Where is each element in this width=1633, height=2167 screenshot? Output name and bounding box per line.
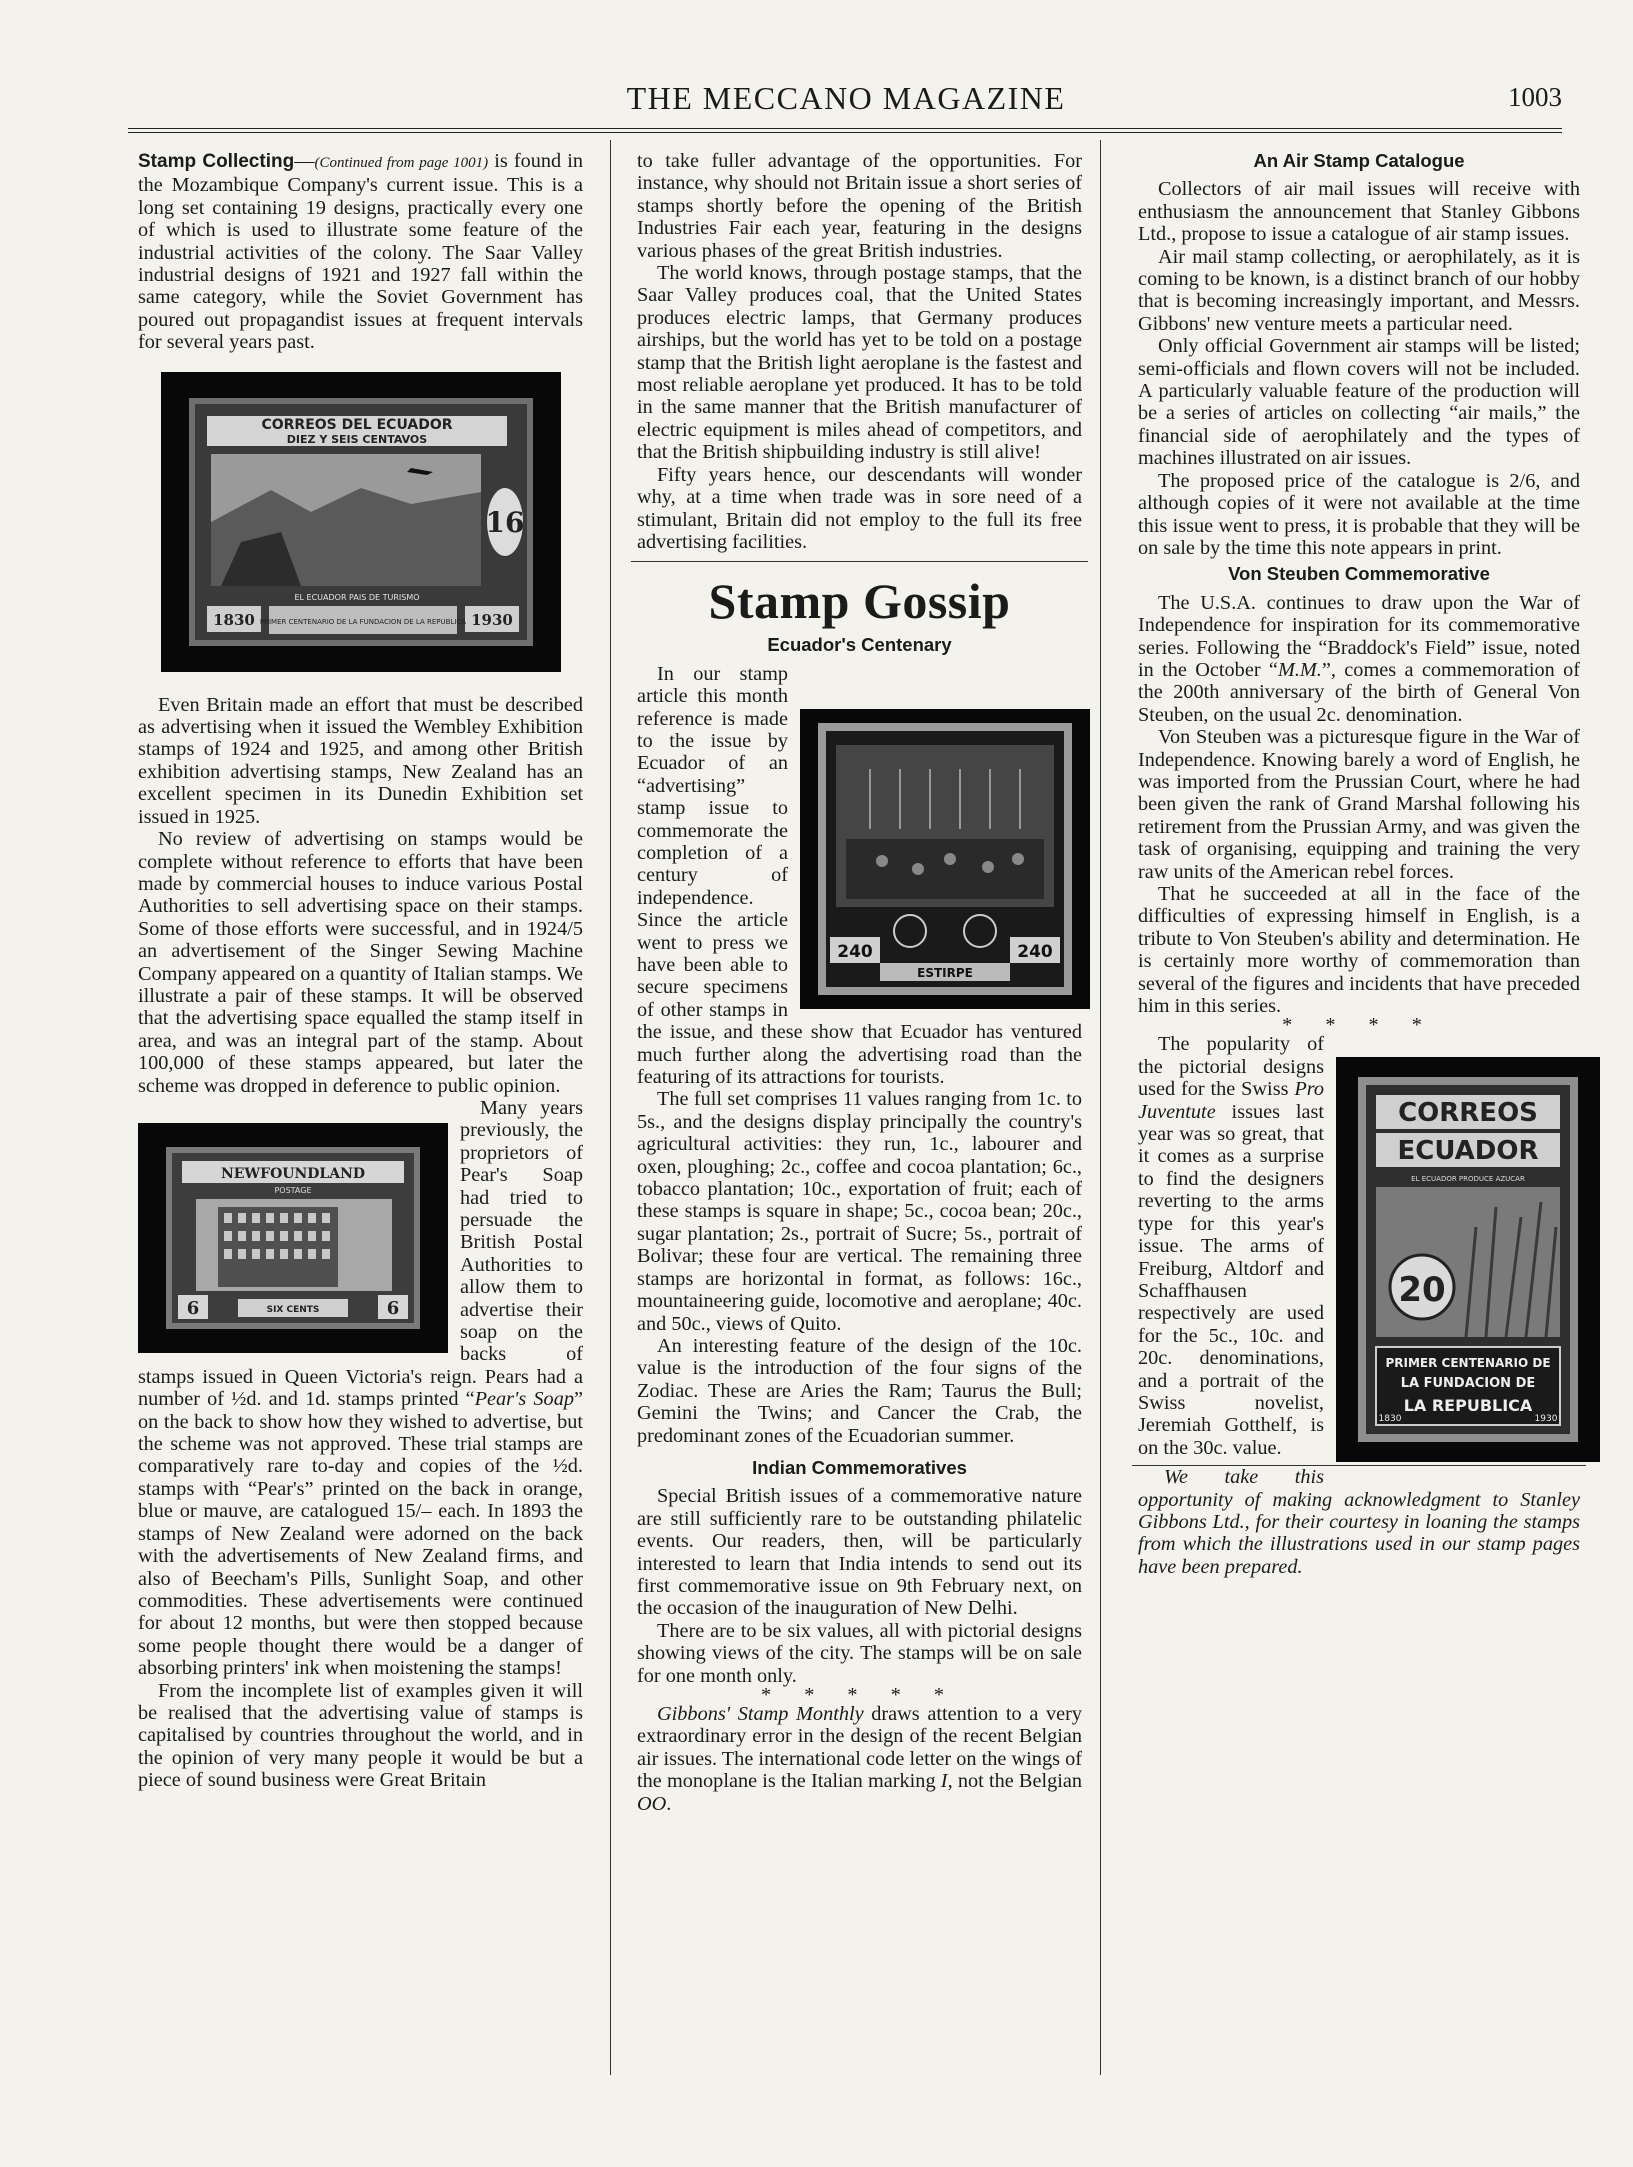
paragraph: In our stamp article this month reference is made to the issue by Ecuador of an “advertising” stamp issue to commemorate the completion of a century of independence. Since the article went to press we have been able to secure specimens of other stamps in the issue, and these show that Ecuador has ventured much further along the advertising road than the featuring of its attractions for tourists.: [637, 662, 1082, 1089]
running-head-separator: —: [294, 150, 315, 172]
stamp-value-text: SIX CENTS: [266, 1304, 320, 1315]
stamp-numeral: 6: [386, 1297, 400, 1319]
stamp-band-text: LA FUNDACION DE: [1400, 1376, 1536, 1392]
stamp-illustration-newfoundland: [138, 1123, 448, 1353]
column-divider: [610, 140, 611, 2075]
subheading: Indian Commemoratives: [752, 1456, 967, 1478]
stamp-numeral: 16: [485, 505, 524, 539]
paragraph: Fifty years hence, our descendants will wonder why, at a time when trade was in sore need of a stimulant, Britain did not employ to the full its free advertising facilities.: [637, 463, 1082, 553]
stamp-year-right: 1930: [470, 610, 513, 629]
subheading: Von Steuben Commemorative: [1228, 563, 1490, 585]
running-head-continued: (Continued from page 1001): [314, 155, 489, 171]
stamp-numeral: 20: [1398, 1270, 1446, 1311]
stamp-band-text: PRIMER CENTENARIO DE: [1385, 1356, 1551, 1371]
masthead: [130, 80, 1562, 124]
series-name: Pro Juventute: [1138, 1078, 1324, 1123]
acknowledgment: [1138, 1466, 1580, 1578]
stamp-illustration-ecuador-240: [800, 709, 1090, 1009]
stamp-year-left: 1830: [212, 610, 255, 629]
column-left: [138, 150, 583, 1792]
stamp-postage-text: POSTAGE: [274, 1185, 312, 1195]
paragraph: That he succeeded at all in the face of the difficulties of expressing himself in English, is a tribute to Von Steuben's ability and determination. He is certainly more worthy of commemoration than several of the figures and incidents that have preceded him in this series.: [1138, 883, 1580, 1018]
column-middle: [637, 150, 1082, 1815]
magazine-title: THE MECCANO MAGAZINE: [626, 80, 1066, 116]
stamp-ecuador-16c-image: [161, 372, 561, 672]
paragraph: There are to be six values, all with pictorial designs showing views of the city. The stamps will be on sale for one month only.: [637, 1619, 1082, 1687]
paragraph-italic: Pear's Soap: [474, 1388, 574, 1411]
stamp-illustration-ecuador-20c: [1336, 1057, 1600, 1462]
column-divider: [1100, 140, 1101, 2075]
stamp-band-text: LA REPUBLICA: [1403, 1396, 1533, 1416]
paragraph: Collectors of air mail issues will receive with enthusiasm the announcement that Stanley Gibbons Ltd., propose to issue a catalogue of air stamp issues.: [1138, 178, 1580, 246]
publication-title: Gibbons' Stamp Monthly: [657, 1703, 864, 1725]
stamp-band-text: PRIMER CENTENARIO DE LA FUNDACION DE LA REPUBLICA: [259, 617, 466, 626]
stamp-numeral: 240: [837, 941, 873, 962]
section-break-stars: * * * *: [1282, 1014, 1436, 1037]
paragraph: , not the Belgian: [947, 1770, 1083, 1793]
acknowledgment-text: We take this opportunity of making acknowledgment to Stanley Gibbons Ltd., for their courtesy in loaning the stamps from which the illustrations used in our stamp pages have been prepared.: [1138, 1466, 1580, 1578]
stamp-name-text: ESTIRPE: [917, 965, 973, 980]
column-right: [1138, 150, 1580, 1578]
header-rule: [128, 128, 1562, 129]
stamp-country-text: CORREOS: [1398, 1098, 1538, 1129]
section-rule: [631, 561, 1088, 562]
paragraph: Von Steuben was a picturesque figure in the War of Independence. Knowing barely a word of English, he was imported from the Prussian Court, where he had been given the rank of Grand Marshal following his retirement from the Prussian Army, and was given the task of organising, equipping and training the very raw units of the American rebel forces.: [1138, 726, 1580, 883]
subheading: An Air Stamp Catalogue: [1253, 150, 1465, 171]
paragraph: .: [666, 1792, 672, 1815]
publication-abbrev: M.M.: [1277, 658, 1322, 681]
paragraph: The popularity of the pictorial designs used for the Swiss: [1138, 1033, 1324, 1101]
stamp-legend: EL ECUADOR PAIS DE TURISMO: [293, 592, 420, 602]
subheading: Ecuador's Centenary: [767, 634, 952, 656]
running-head: Stamp Collecting: [138, 151, 295, 172]
paragraph: is found in the Mozambique Company's current issue. This is a long set containing 19 designs, practically every one of which is used to illustrate some feature of the industrial activities of the colony. The Saar Valley industrial designs of 1921 and 1927 fall within the same category, while the Soviet Government has poured out propagandist issues at frequent intervals for several years past.: [138, 150, 583, 354]
paragraph: The full set comprises 11 values ranging from 1c. to 5s., and the designs display principally the country's agricultural activities: they run, 1c., labourer and oxen, ploughing; 2c., coffee and cocoa plantation; 6c., tobacco plantation; 10c., exportation of fruit; each of these stamps is square in shape; 5c., cocoa bean; 20c., sugar plantation; 2s., portrait of Sucre; 5s., portrait of Bolivar; these four are vertical. The remaining three stamps are horizontal in format, as follows: 16c., mountaineering guide, locomotive and aeroplane; 40c. and 50c., views of Quito.: [637, 1088, 1082, 1335]
section-title: Stamp Gossip: [708, 573, 1011, 630]
paragraph: issues last year was so great, that it comes as a surprise to find the designers reverting to the arms type for this year's issue. The arms of Freiburg, Altdorf and Schaffhausen respectively are used for the 5c., 10c. and 20c. denominations, and a portrait of the Swiss novelist, Jeremiah Gotthelf, is on the 30c. value.: [1138, 1100, 1324, 1459]
stamp-year-left: 1830: [1378, 1414, 1402, 1425]
stamp-illustration-ecuador-16c: [161, 372, 561, 672]
stamp-country-text: ECUADOR: [1397, 1136, 1539, 1167]
stamp-country-text: NEWFOUNDLAND: [220, 1165, 366, 1182]
code-letter: OO: [637, 1792, 667, 1815]
paragraph: draws attention to a very extraordinary error in the design of the recent Belgian air issues. The international code letter on the wings of the monoplane is the Italian marking: [637, 1703, 1082, 1793]
stamp-value-text: DIEZ Y SEIS CENTAVOS: [286, 432, 427, 446]
stamp-year-right: 1930: [1534, 1414, 1558, 1425]
stamp-numeral: 240: [1017, 941, 1053, 962]
section-break-stars: * * * * *: [761, 1684, 958, 1706]
stamp-numeral: 6: [186, 1297, 200, 1319]
stamp-ecuador-20c-image: [1336, 1057, 1600, 1462]
paragraph: to take fuller advantage of the opportunities. For instance, why should not Britain issue a short series of stamps shortly before the opening of the British Industries Fair each year, featuring in the designs various phases of the great British industries.: [637, 150, 1082, 262]
paragraph: An interesting feature of the design of the 10c. value is the introduction of the four signs of the Zodiac. These are Aries the Ram; Taurus the Bull; Gemini the Twins; and Cancer the Crab, the predominant zones of the Ecuadorian summer.: [637, 1334, 1082, 1447]
paragraph: Even Britain made an effort that must be described as advertising when it issued the Wembley Exhibition stamps of 1924 and 1925, and among other British exhibition advertising stamps, New Zealand has an excellent specimen in its Dunedin Exhibition set issued in 1925.: [138, 693, 583, 828]
paragraph: Special British issues of a commemorative nature are still sufficiently rare to be outstanding philatelic events. Our readers, then, will be particularly interested to learn that India intends to send out its first commemorative issue on 9th February next, on the occasion of the inauguration of New Delhi.: [637, 1485, 1082, 1620]
paragraph: The proposed price of the catalogue is 2/6, and although copies of it were not available at the time this issue went to press, it is probable that they will be on sale by the time this note appears in print.: [1138, 469, 1580, 559]
stamp-ecuador-240-image: [800, 709, 1090, 1009]
stamp-legend: EL ECUADOR PRODUCE AZUCAR: [1411, 1175, 1525, 1184]
paragraph: Many years previously, the proprietors of Pear's Soap had tried to persuade the British Postal Authorities to allow them to advertise their soap on the backs of stamps issued in Queen Victoria's reign. Pears had a number of ½d. and 1d. stamps printed “: [138, 1096, 583, 1411]
paragraph: Air mail stamp collecting, or aerophilately, as it is coming to be known, is a distinct branch of our hobby that is becoming increasingly important, and Messrs. Gibbons' new venture meets a particular need.: [1138, 245, 1580, 335]
paragraph: ”, comes a commemoration of the 200th anniversary of the birth of General Von Steuben, on the usual 2c. denomination.: [1138, 658, 1580, 726]
stamp-newfoundland-image: [138, 1123, 448, 1353]
stamp-country-text: CORREOS DEL ECUADOR: [260, 416, 453, 433]
paragraph: The world knows, through postage stamps, that the Saar Valley produces coal, that the United States produces electric lamps, that Germany produces airships, but the world has yet to be told on a postage stamp that the British light aeroplane is the fastest and most reliable aeroplane yet produced. It has to be told in the same manner that the British manufacturer of electric equipment is miles ahead of competitors, and that the British shipbuilding industry is still alive!: [637, 262, 1082, 464]
code-letter: I: [940, 1770, 948, 1793]
paragraph: Only official Government air stamps will be listed; semi-officials and flown covers will not be included. A particularly valuable feature of the production will be a series of articles on collecting “air mails,” the financial side of aerophilately and the types of machines illustrated on air issues.: [1138, 335, 1580, 470]
header-rule-double: [128, 132, 1562, 133]
paragraph: From the incomplete list of examples given it will be realised that the advertising value of stamps is capitalised by countries throughout the world, and in the opinion of very many people it would be but a piece of sound business were Great Britain: [138, 1679, 583, 1792]
paragraph: No review of advertising on stamps would be complete without reference to efforts that have been made by commercial houses to induce various Postal Authorities to sell advertising space on their stamps. Some of those efforts were successful, and in 1924/5 an advertisement of the Singer Sewing Machine Company appeared on a quantity of Italian stamps. We illustrate a pair of these stamps. It will be observed that the advertising space equalled the stamp itself in area, and was an integral part of the stamp. About 100,000 of these stamps appeared, but later the scheme was dropped in deference to public opinion.: [138, 828, 583, 1097]
paragraph: The U.S.A. continues to draw upon the War of Independence for inspiration for its commemorative series. Following the “Braddock's Field” issue, noted in the October “: [1138, 591, 1580, 681]
page-number: 1003: [1508, 82, 1562, 112]
paragraph: ” on the back to show how they wished to advertise, but the scheme was not approved. These trial stamps are comparatively rare to-day and copies of the ½d. stamps with “Pear's” printed on the back in orange, blue or mauve, are catalogued 15/– each. In 1893 the stamps of New Zealand were adorned on the back with the advertisements of New Zealand firms, and also of Beecham's Pills, Sunlight Soap, and other commodities. These advertisements were continued for about 12 months, but were then stopped because some people thought there would be a danger of absorbing printers' ink when moistening the stamps!: [138, 1388, 583, 1680]
